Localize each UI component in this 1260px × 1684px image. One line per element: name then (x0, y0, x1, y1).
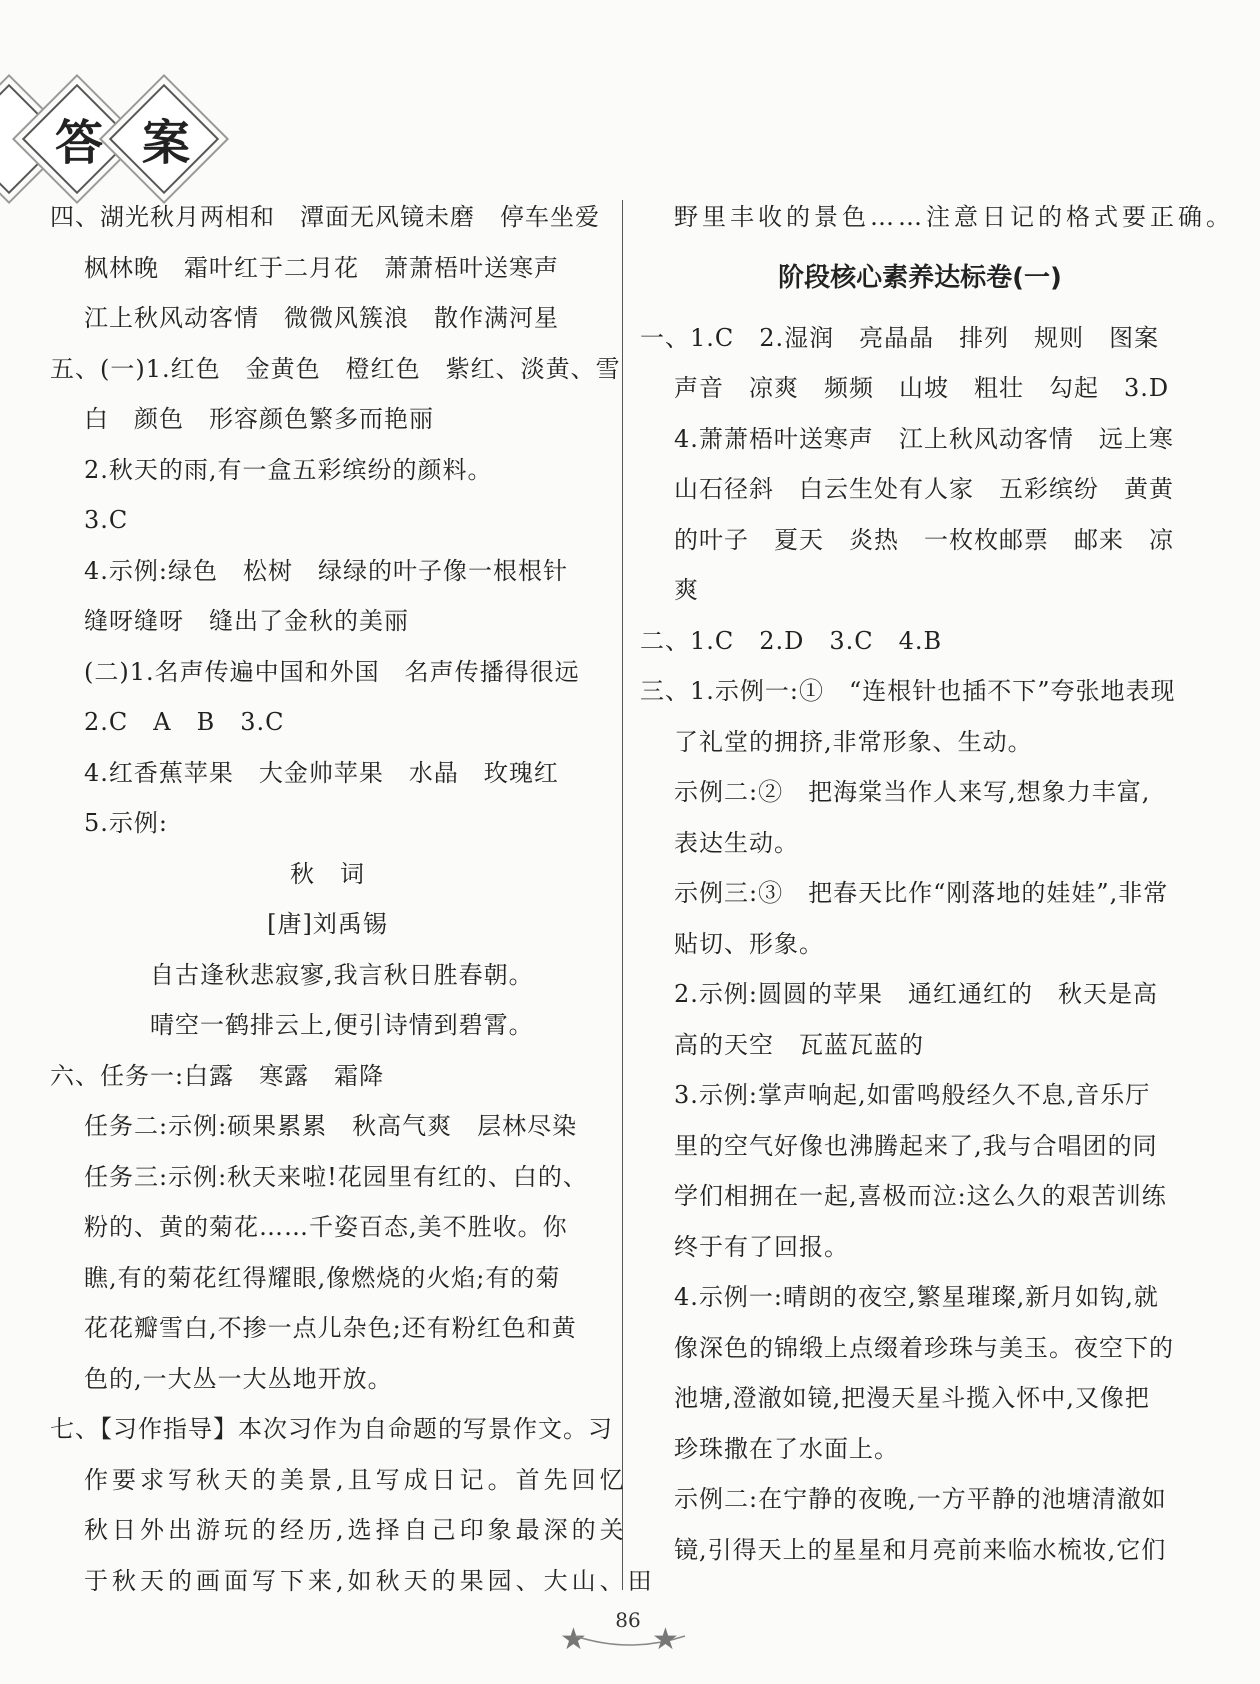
text-line: [唐]刘禹锡 (267, 910, 388, 938)
section-title: 阶段核心素养达标卷(一) (778, 262, 1062, 293)
text-line: 示例二:② 把海棠当作人来写,想象力丰富, (674, 778, 1151, 806)
text-line: 里的空气好像也沸腾起来了,我与合唱团的同 (674, 1131, 1158, 1160)
text-line: 终于有了回报。 (674, 1232, 849, 1261)
text-line: 山石径斜 白云生处有人家 五彩缤纷 黄黄 (674, 475, 1174, 503)
text-line: 于秋天的画面写下来,如秋天的果园、大山、田 (84, 1566, 656, 1595)
text-line: 四、湖光秋月两相和 潭面无风镜未磨 停车坐爱 (50, 203, 600, 231)
text-line: 珍珠撒在了水面上。 (674, 1434, 899, 1463)
star-icon: ★ (652, 1622, 679, 1657)
text-line: 3.C (84, 506, 129, 534)
text-line: 秋日外出游玩的经历,选择自己印象最深的关 (84, 1516, 628, 1544)
text-line: 5.示例: (84, 809, 168, 837)
right-top-line: 野里丰收的景色……注意日记的格式要正确。 (674, 203, 1234, 231)
text-line: 爽 (674, 576, 699, 604)
text-line: 4.示例一:晴朗的夜空,繁星璀璨,新月如钩,就 (674, 1283, 1159, 1311)
text-line: 学们相拥在一起,喜极而泣:这么久的艰苦训练 (674, 1182, 1167, 1210)
text-line: 了礼堂的拥挤,非常形象、生动。 (674, 727, 1033, 756)
text-line: 一、1.C 2.湿润 亮晶晶 排列 规则 图案 (640, 323, 1160, 352)
text-line: 任务三:示例:秋天来啦!花园里有红的、白的、 (84, 1162, 588, 1191)
text-line: 六、任务一:白露 寒露 霜降 (50, 1061, 385, 1090)
text-line: 江上秋风动客情 微微风簇浪 散作满河星 (84, 304, 559, 332)
page-number: 86 (615, 1608, 641, 1632)
text-line: 镜,引得天上的星星和月亮前来临水梳妆,它们 (674, 1535, 1167, 1564)
text-line: 像深色的锦缎上点缀着珍珠与美玉。夜空下的 (674, 1333, 1174, 1362)
text-line: 表达生动。 (674, 828, 799, 857)
text-line: 花花瓣雪白,不掺一点儿杂色;还有粉红色和黄 (84, 1314, 577, 1342)
text-line: 三、1.示例一:① “连根针也插不下”夸张地表现 (640, 677, 1176, 705)
text-line: 五、(一)1.红色 金黄色 橙红色 紫红、淡黄、雪 (50, 354, 621, 383)
right-column-body (640, 313, 1200, 1576)
text-line: 色的,一大丛一大丛地开放。 (84, 1364, 393, 1393)
column-divider (622, 200, 623, 1590)
text-line: 七、【习作指导】本次习作为自命题的写景作文。习 (50, 1415, 613, 1443)
text-line: 2.C A B 3.C (84, 708, 285, 736)
star-icon: ★ (560, 1622, 587, 1657)
text-line: 的叶子 夏天 炎热 一枚枚邮票 邮来 凉 (674, 525, 1174, 554)
text-line: 池塘,澄澈如镜,把漫天星斗揽入怀中,又像把 (674, 1384, 1150, 1412)
page-footer (0, 1608, 1260, 1658)
text-line: 贴切、形象。 (674, 929, 824, 958)
text-line: 瞧,有的菊花红得耀眼,像燃烧的火焰;有的菊 (84, 1263, 561, 1292)
text-line: 高的天空 瓦蓝瓦蓝的 (674, 1030, 924, 1059)
text-line: 4.红香蕉苹果 大金帅苹果 水晶 玫瑰红 (84, 758, 559, 787)
text-line: 作要求写秋天的美景,且写成日记。首先回忆 (84, 1465, 628, 1494)
text-line: 白 颜色 形容颜色繁多而艳丽 (84, 405, 434, 433)
text-line: 2.示例:圆圆的苹果 通红通红的 秋天是高 (674, 980, 1158, 1008)
header-char-1: 答 (54, 115, 103, 171)
right-column (640, 192, 1234, 1575)
text-line: 粉的、黄的菊花……千姿百态,美不胜收。你 (84, 1213, 568, 1241)
text-line: 示例二:在宁静的夜晚,一方平静的池塘清澈如 (674, 1485, 1167, 1513)
text-line: 3.示例:掌声响起,如雷鸣般经久不息,音乐厅 (674, 1081, 1151, 1109)
text-line: (二)1.名声传遍中国和外国 名声传播得很远 (84, 657, 580, 686)
text-line: 4.示例:绿色 松树 绿绿的叶子像一根根针 (84, 556, 568, 585)
text-line: 声音 凉爽 频频 山坡 粗壮 勾起 3.D (674, 374, 1170, 402)
text-line: 缝呀缝呀 缝出了金秋的美丽 (84, 607, 409, 635)
text-line: 自古逢秋悲寂寥,我言秋日胜春朝。 (150, 960, 534, 989)
text-line: 枫林晚 霜叶红于二月花 萧萧梧叶送寒声 (84, 253, 559, 282)
text-line: 晴空一鹤排云上,便引诗情到碧霄。 (150, 1011, 534, 1039)
answer-header (0, 88, 260, 188)
left-column (50, 192, 656, 1606)
text-line: 任务二:示例:硕果累累 秋高气爽 层林尽染 (84, 1112, 578, 1140)
header-char-2: 案 (141, 115, 190, 171)
text-line: 二、1.C 2.D 3.C 4.B (640, 626, 943, 655)
text-line: 示例三:③ 把春天比作“刚落地的娃娃”,非常 (674, 879, 1169, 907)
text-line: 4.萧萧梧叶送寒声 江上秋风动客情 远上寒 (674, 424, 1174, 453)
text-line: 2.秋天的雨,有一盒五彩缤纷的颜料。 (84, 455, 493, 484)
text-line: 秋 词 (290, 859, 365, 888)
